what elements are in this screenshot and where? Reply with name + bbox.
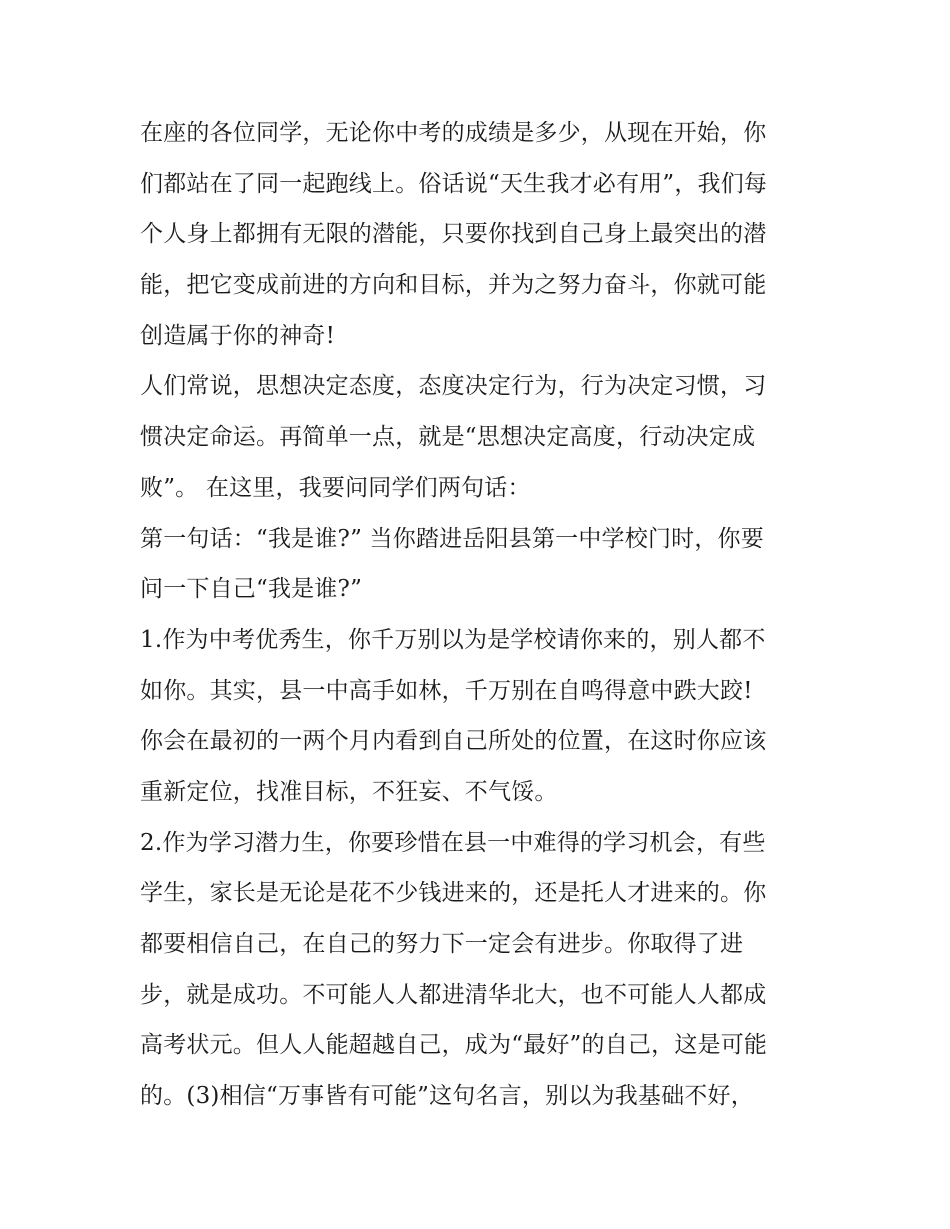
paragraph-first-question (140, 514, 820, 615)
text-line: 你会在最初的一两个月内看到自己所处的位置，在这时你应该 (140, 728, 767, 755)
text-line: 创造属于你的神奇! (140, 322, 336, 349)
text-line: 问一下自己“我是谁?” (140, 576, 363, 603)
paragraph-intro (140, 108, 820, 361)
paragraph-point-1 (140, 615, 820, 818)
text-line: 在座的各位同学，无论你中考的成绩是多少，从现在开始，你 (140, 120, 767, 146)
paragraph-thinking (140, 361, 820, 513)
text-line: 人们常说，思想决定态度，态度决定行为，行为决定习惯，习 (140, 373, 767, 400)
paragraph-point-2 (140, 818, 820, 1122)
text-line: 步，就是成功。不可能人人都进清华北大，也不可能人人都成 (140, 981, 767, 1008)
text-line: 败”。 在这里，我要问同学们两句话： (140, 474, 531, 501)
text-line: 都要相信自己，在自己的努力下一定会有进步。你取得了进 (140, 931, 744, 957)
text-line: 们都站在了同一起跑线上。俗话说“天生我才必有用”，我们每 (140, 170, 768, 197)
document-body (140, 108, 820, 1122)
text-line: 如你。其实，县一中高手如林，千万别在自鸣得意中跌大跤! (140, 677, 753, 704)
text-line: 惯决定命运。再简单一点，就是“思想决定高度，行动决定成 (140, 424, 756, 451)
text-line: 学生，家长是无论是花不少钱进来的，还是托人才进来的。你 (140, 880, 767, 907)
text-line: 能，把它变成前进的方向和目标，并为之努力奋斗，你就可能 (140, 272, 767, 299)
text-line: 高考状元。但人人能超越自己，成为“最好”的自己，这是可能 (140, 1032, 768, 1059)
text-line: 个人身上都拥有无限的潜能，只要你找到自己身上最突出的潜 (140, 221, 767, 248)
text-line: 第一句话：“我是谁?” 当你踏进岳阳县第一中学校门时，你要 (140, 525, 764, 552)
text-line: 的。(3)相信“万事皆有可能”这句名言，别以为我基础不好， (140, 1083, 754, 1110)
text-line: 1.作为中考优秀生，你千万别以为是学校请你来的，别人都不 (140, 626, 766, 653)
text-line: 2.作为学习潜力生，你要珍惜在县一中难得的学习机会，有些 (140, 829, 766, 856)
text-line: 重新定位，找准目标，不狂妄、不气馁。 (140, 778, 558, 805)
